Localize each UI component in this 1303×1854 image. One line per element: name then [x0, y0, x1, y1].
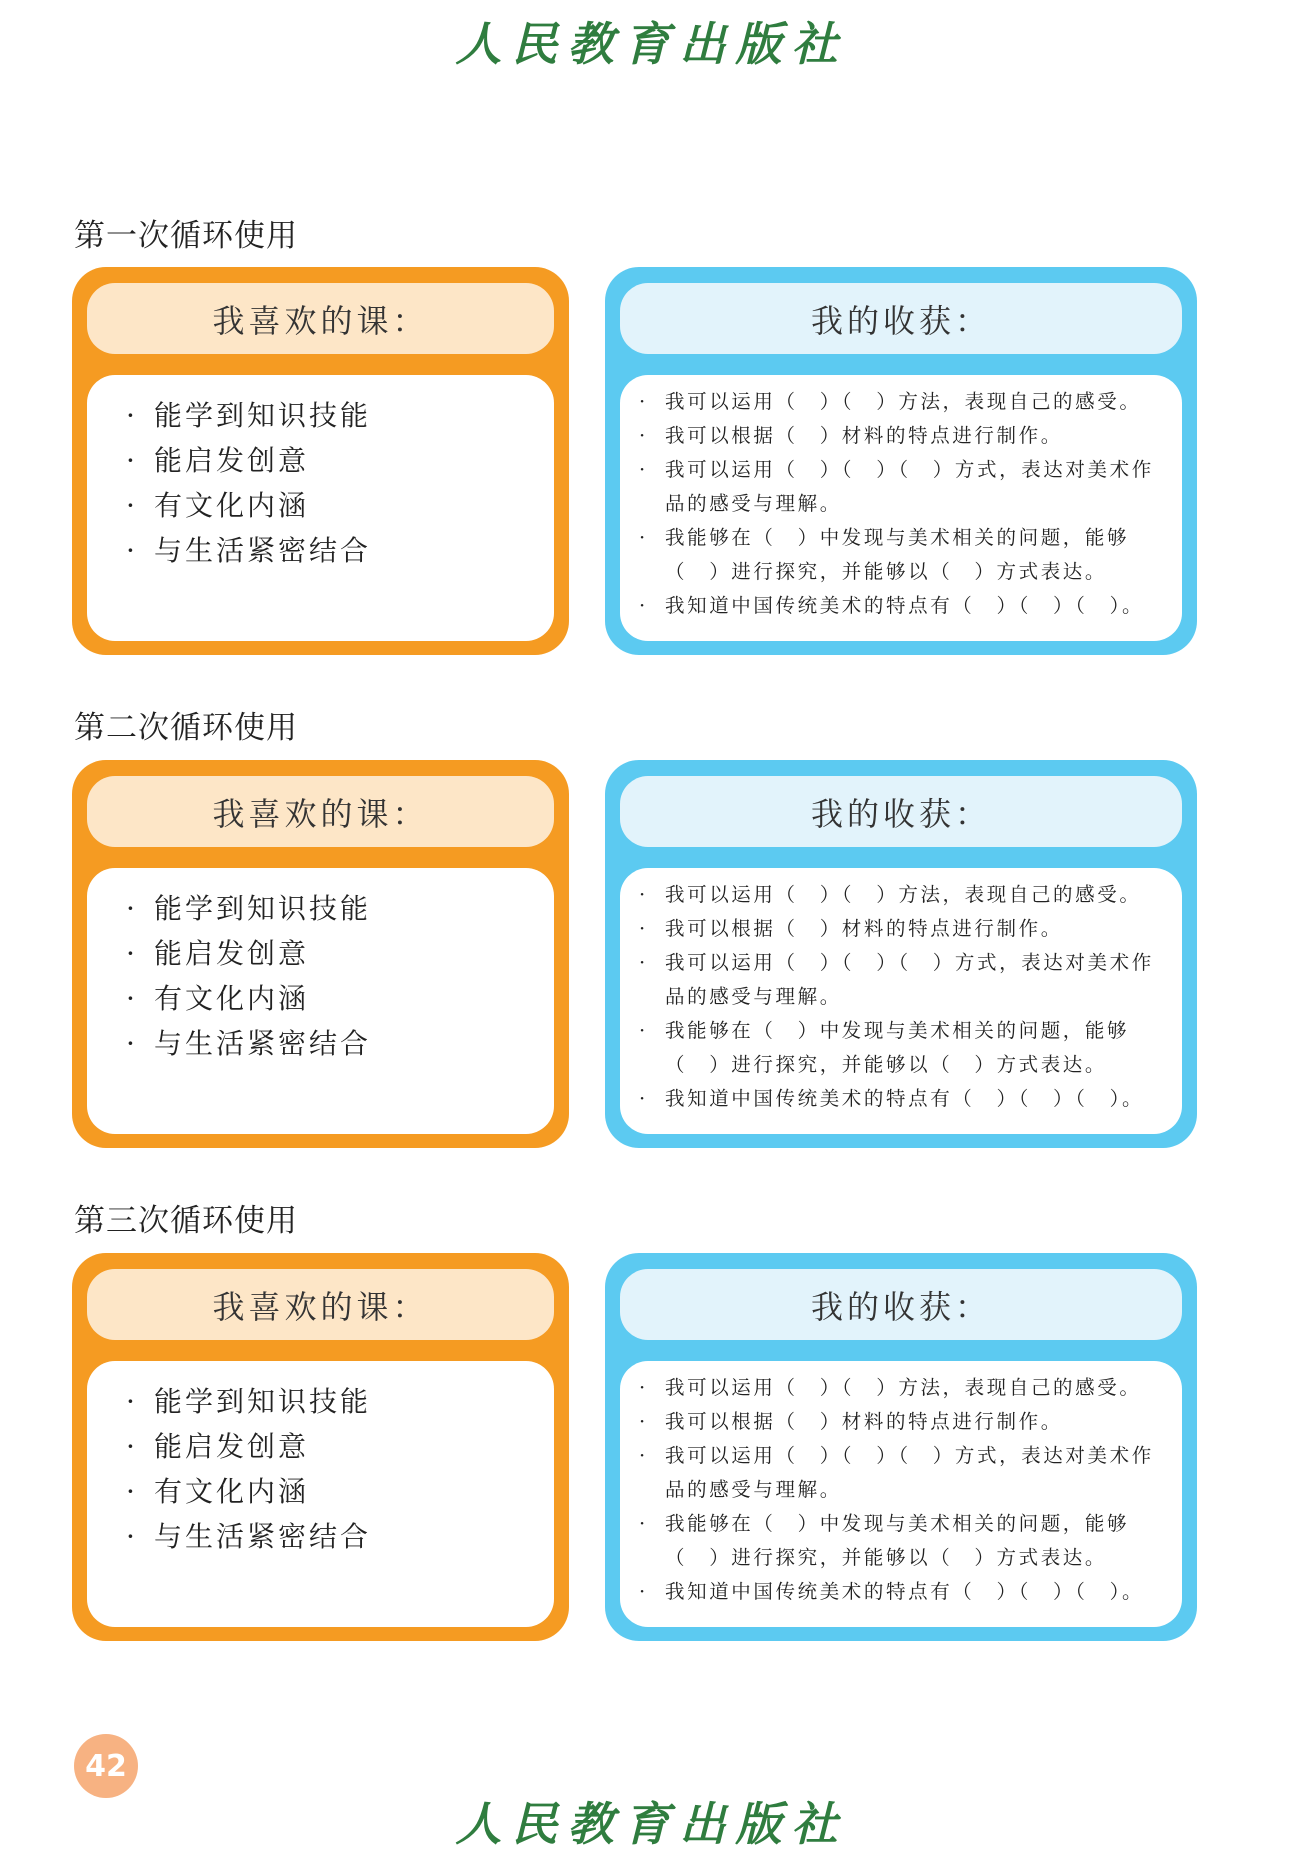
gains-card-2: [605, 760, 1197, 1148]
likes-card-header: 我喜欢的课：: [87, 1269, 554, 1340]
likes-item[interactable]: · 有文化内涵: [132, 483, 554, 528]
gains-item[interactable]: · 我可以根据（ ）材料的特点进行制作。: [665, 1405, 1162, 1439]
likes-item[interactable]: · 有文化内涵: [132, 976, 554, 1021]
gains-item[interactable]: · 我知道中国传统美术的特点有（ ）（ ）（ ）。: [665, 1082, 1162, 1116]
likes-item[interactable]: · 与生活紧密结合: [132, 1514, 554, 1559]
likes-item[interactable]: · 能学到知识技能: [132, 393, 554, 438]
gains-card-header: 我的收获：: [620, 776, 1182, 847]
gains-item[interactable]: · 我可以运用（ ）（ ）（ ）方式，表达对美术作品的感受与理解。: [665, 453, 1162, 521]
likes-card-3: [72, 1253, 569, 1641]
gains-card-3: [605, 1253, 1197, 1641]
gains-item[interactable]: · 我能够在（ ）中发现与美术相关的问题，能够（ ）进行探究，并能够以（ ）方式表达。: [665, 1014, 1162, 1082]
gains-card-header: 我的收获：: [620, 283, 1182, 354]
gains-card-body: [620, 868, 1182, 1134]
likes-item[interactable]: · 能启发创意: [132, 931, 554, 976]
gains-card-body: [620, 375, 1182, 641]
page-number: 42: [74, 1734, 138, 1798]
gains-card-body: [620, 1361, 1182, 1627]
likes-card-body: [87, 1361, 554, 1627]
gains-item[interactable]: · 我可以运用（ ）（ ）方法，表现自己的感受。: [665, 1371, 1162, 1405]
likes-card-2: [72, 760, 569, 1148]
gains-item[interactable]: · 我知道中国传统美术的特点有（ ）（ ）（ ）。: [665, 1575, 1162, 1609]
likes-card-body: [87, 868, 554, 1134]
likes-item[interactable]: · 与生活紧密结合: [132, 528, 554, 573]
gains-card-header: 我的收获：: [620, 1269, 1182, 1340]
likes-item[interactable]: · 与生活紧密结合: [132, 1021, 554, 1066]
gains-item[interactable]: · 我可以运用（ ）（ ）（ ）方式，表达对美术作品的感受与理解。: [665, 946, 1162, 1014]
likes-item[interactable]: · 能学到知识技能: [132, 1379, 554, 1424]
section-title-3: 第三次循环使用: [74, 1203, 298, 1239]
publisher-logo-top: 人民教育出版社: [455, 17, 848, 71]
section-title-1: 第一次循环使用: [74, 218, 298, 254]
likes-item[interactable]: · 能启发创意: [132, 438, 554, 483]
section-title-2: 第二次循环使用: [74, 710, 298, 746]
gains-item[interactable]: · 我可以运用（ ）（ ）方法，表现自己的感受。: [665, 878, 1162, 912]
gains-item[interactable]: · 我可以根据（ ）材料的特点进行制作。: [665, 912, 1162, 946]
gains-item[interactable]: · 我可以根据（ ）材料的特点进行制作。: [665, 419, 1162, 453]
likes-card-1: [72, 267, 569, 655]
gains-item[interactable]: · 我能够在（ ）中发现与美术相关的问题，能够（ ）进行探究，并能够以（ ）方式表达。: [665, 1507, 1162, 1575]
gains-item[interactable]: · 我知道中国传统美术的特点有（ ）（ ）（ ）。: [665, 589, 1162, 623]
likes-card-header: 我喜欢的课：: [87, 283, 554, 354]
likes-item[interactable]: · 有文化内涵: [132, 1469, 554, 1514]
likes-item[interactable]: · 能学到知识技能: [132, 886, 554, 931]
publisher-logo-bottom: 人民教育出版社: [455, 1797, 848, 1851]
likes-card-body: [87, 375, 554, 641]
likes-card-header: 我喜欢的课：: [87, 776, 554, 847]
gains-card-1: [605, 267, 1197, 655]
gains-item[interactable]: · 我能够在（ ）中发现与美术相关的问题，能够（ ）进行探究，并能够以（ ）方式表达。: [665, 521, 1162, 589]
likes-item[interactable]: · 能启发创意: [132, 1424, 554, 1469]
gains-item[interactable]: · 我可以运用（ ）（ ）（ ）方式，表达对美术作品的感受与理解。: [665, 1439, 1162, 1507]
gains-item[interactable]: · 我可以运用（ ）（ ）方法，表现自己的感受。: [665, 385, 1162, 419]
